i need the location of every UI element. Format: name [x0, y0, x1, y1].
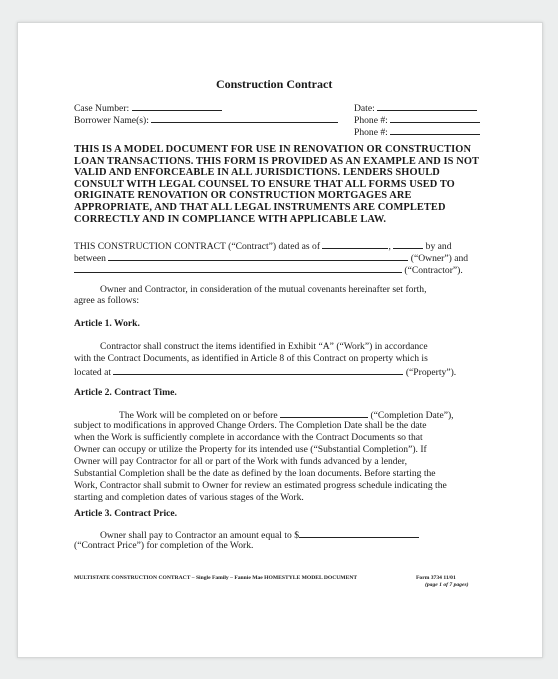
article-2-line-6: Substantial Completion shall be the date as defined by the loan documents. Before starting the: [74, 468, 436, 479]
borrower-name-blank[interactable]: [151, 113, 338, 123]
article-2-heading: Article 2. Contract Time.: [74, 387, 177, 398]
contract-price-text: Owner shall pay to Contractor an amount equal to $: [100, 530, 300, 541]
phone-blank-2[interactable]: [390, 125, 480, 135]
owner-name-blank[interactable]: [108, 251, 408, 261]
intro-by-and: by and: [425, 241, 452, 252]
disclaimer-line: ORIGINATE RENOVATION OR CONSTRUCTION MORTGAGES ARE: [74, 190, 412, 202]
completion-date-blank[interactable]: [280, 408, 368, 418]
footer-left: MULTISTATE CONSTRUCTION CONTRACT – Single Family – Fannie Mae HOMESTYLE MODEL DOCUMENT: [74, 575, 358, 581]
disclaimer-line: CORRECTLY AND IN COMPLIANCE WITH APPLICABLE LAW.: [74, 213, 387, 225]
article-3-heading: Article 3. Contract Price.: [74, 508, 178, 519]
article-1-line-3: [74, 365, 456, 378]
document-title: Construction Contract: [216, 77, 333, 91]
disclaimer-block: [74, 144, 479, 225]
disclaimer-line: VALID AND ENFORCEABLE IN ALL JURISDICTIONS. LENDERS SHOULD: [74, 167, 440, 179]
article-2-line-2: subject to modifications in approved Change Orders. The Completion Date shall be the date: [74, 420, 427, 431]
agree-line-1: Owner and Contractor, in consideration of the mutual covenants hereinafter set forth,: [100, 284, 427, 295]
borrower-name-field: [74, 113, 338, 126]
phone-field-2: [354, 125, 480, 138]
footer-form: Form 3734 11/01: [416, 575, 456, 581]
article-2-line-5: Owner will pay Contractor for all or part of the Work with funds advanced by a lender,: [74, 456, 408, 467]
disclaimer-line: THIS IS A MODEL DOCUMENT FOR USE IN RENOVATION OR CONSTRUCTION: [74, 144, 472, 155]
contractor-name-blank[interactable]: [74, 263, 402, 273]
footer-page: (page 1 of 7 pages): [425, 582, 469, 588]
article-2-line-7: Work, Contractor shall submit to Owner for review an estimated progress schedule indicating the: [74, 480, 447, 491]
article-2-line-8: starting and completion dates of various stages of the Work.: [74, 492, 304, 503]
disclaimer-line: CONSULT WITH LEGAL COUNSEL TO ENSURE THAT ALL FORMS USED TO: [74, 178, 455, 190]
disclaimer-line: LOAN TRANSACTIONS. THIS FORM IS PROVIDED AS AN EXAMPLE AND IS NOT: [74, 155, 480, 167]
article-1-line-1: Contractor shall construct the items identified in Exhibit “A” (“Work”) in accordance: [100, 341, 428, 352]
intro-comma: ,: [388, 241, 391, 252]
completion-text: The Work will be completed on or before: [119, 410, 278, 421]
intro-text: THIS CONSTRUCTION CONTRACT (“Contract”) dated as of: [74, 241, 321, 252]
borrower-name-label: Borrower Name(s):: [74, 115, 149, 126]
case-number-label: Case Number:: [74, 103, 130, 114]
contract-year-blank[interactable]: [393, 239, 423, 249]
article-1-line-2: with the Contract Documents, as identified in Article 8 of this Contract on property which is: [74, 353, 428, 364]
disclaimer-line: APPROPRIATE, AND THAT ALL LEGAL INSTRUMENTS ARE COMPLETED: [74, 201, 446, 213]
date-blank[interactable]: [377, 101, 477, 111]
date-label: Date:: [354, 103, 375, 114]
article-2-line-4: Owner can occupy or utilize the Property for its intended use (“Substantial Completion”). If: [74, 444, 427, 455]
phone-label-1: Phone #:: [354, 115, 388, 126]
property-tag: (“Property”).: [405, 367, 457, 378]
document-page: [17, 22, 543, 658]
located-label: located at: [74, 367, 112, 378]
agree-line-2: agree as follows:: [74, 295, 140, 306]
intro-between: between: [74, 253, 106, 264]
intro-line-3: [74, 263, 463, 276]
contractor-tag: (“Contractor”).: [404, 265, 463, 276]
completion-tag: (“Completion Date”),: [370, 410, 454, 421]
owner-tag: (“Owner”) and: [410, 253, 469, 264]
phone-blank-1[interactable]: [390, 113, 480, 123]
article-2-line-3: when the Work is sufficiently complete in accordance with the Contract Documents so that: [74, 432, 423, 443]
property-address-blank[interactable]: [113, 365, 403, 375]
phone-label-2: Phone #:: [354, 127, 388, 138]
article-1-heading: Article 1. Work.: [74, 318, 140, 329]
contract-date-blank[interactable]: [322, 239, 388, 249]
article-3-line-2: (“Contract Price”) for completion of the Work.: [74, 540, 254, 551]
contract-price-blank[interactable]: [299, 528, 419, 538]
case-number-blank[interactable]: [132, 101, 222, 111]
